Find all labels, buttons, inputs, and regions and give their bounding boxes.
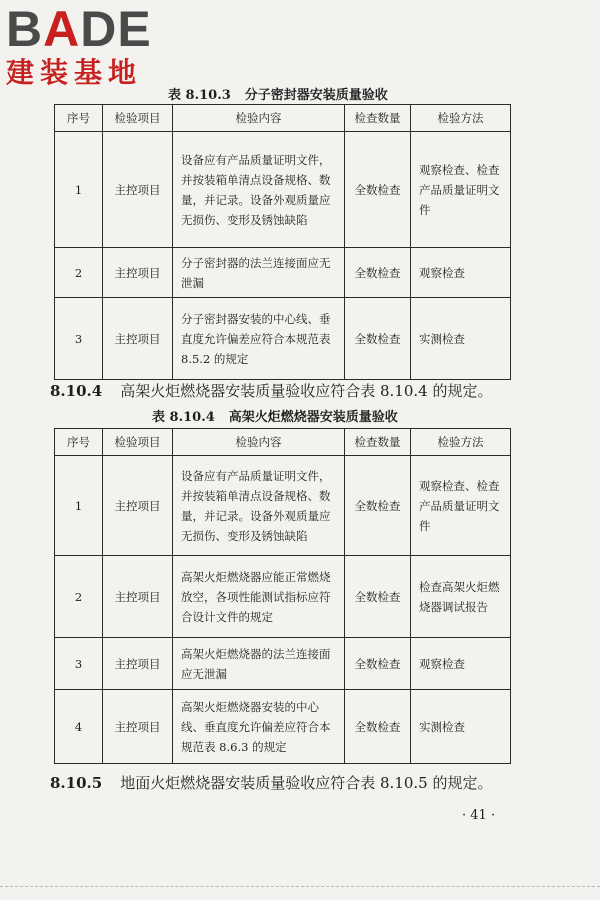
table1: [54, 104, 511, 380]
cell-item: 主控项目: [103, 298, 173, 380]
cell-item: 主控项目: [103, 248, 173, 298]
cell-quantity: 全数检查: [345, 690, 411, 764]
cell-index: 3: [55, 298, 103, 380]
cell-quantity: 全数检查: [345, 132, 411, 248]
logo-subtitle: 建装基地: [6, 56, 143, 89]
table1-header-row: [55, 105, 511, 132]
page-bottom-edge: [0, 886, 600, 887]
clause-8-10-5: 8.10.5 地面火炬燃烧器安装质量验收应符合表 8.10.5 的规定。: [50, 774, 493, 792]
cell-content: 高架火炬燃烧器安装的中心线、垂直度允许偏差应符合本规范表 8.6.3 的规定: [173, 690, 345, 764]
cell-method: 观察检查: [411, 248, 511, 298]
cell-item: 主控项目: [103, 638, 173, 690]
cell-item: 主控项目: [103, 690, 173, 764]
col-header: 序号: [55, 105, 103, 132]
cell-quantity: 全数检查: [345, 556, 411, 638]
cell-item: 主控项目: [103, 556, 173, 638]
cell-content: 设备应有产品质量证明文件，并按装箱单清点设备规格、数量，并记录。设备外观质量应无损伤、变形及锈蚀缺陷: [173, 456, 345, 556]
cell-item: 主控项目: [103, 456, 173, 556]
cell-quantity: 全数检查: [345, 248, 411, 298]
cell-method: 观察检查: [411, 638, 511, 690]
col-header: 检验项目: [103, 105, 173, 132]
cell-quantity: 全数检查: [345, 456, 411, 556]
col-header: 检验方法: [411, 429, 511, 456]
page-number: · 41 ·: [462, 808, 496, 823]
table-row: [55, 690, 511, 764]
cell-item: 主控项目: [103, 132, 173, 248]
table-row: [55, 298, 511, 380]
table-row: [55, 132, 511, 248]
cell-content: 分子密封器安装的中心线、垂直度允许偏差应符合本规范表 8.5.2 的规定: [173, 298, 345, 380]
clause-8-10-4: 8.10.4 高架火炬燃烧器安装质量验收应符合表 8.10.4 的规定。: [50, 382, 493, 400]
cell-index: 4: [55, 690, 103, 764]
cell-method: 实测检查: [411, 690, 511, 764]
cell-method: 观察检查、检查产品质量证明文件: [411, 132, 511, 248]
table1-caption: 表 8.10.3 分子密封器安装质量验收: [168, 88, 388, 103]
cell-content: 分子密封器的法兰连接面应无泄漏: [173, 248, 345, 298]
table-row: [55, 248, 511, 298]
col-header: 检验内容: [173, 105, 345, 132]
cell-index: 3: [55, 638, 103, 690]
col-header: 检验内容: [173, 429, 345, 456]
cell-index: 2: [55, 248, 103, 298]
cell-quantity: 全数检查: [345, 298, 411, 380]
col-header: 检验方法: [411, 105, 511, 132]
bade-logo: [6, 1, 186, 90]
cell-content: 高架火炬燃烧器应能正常燃烧放空，各项性能测试指标应符合设计文件的规定: [173, 556, 345, 638]
table2-caption: 表 8.10.4 高架火炬燃烧器安装质量验收: [152, 410, 398, 425]
table2-header-row: [55, 429, 511, 456]
col-header: 检查数量: [345, 429, 411, 456]
col-header: 检查数量: [345, 105, 411, 132]
cell-method: 实测检查: [411, 298, 511, 380]
cell-content: 高架火炬燃烧器的法兰连接面应无泄漏: [173, 638, 345, 690]
cell-index: 2: [55, 556, 103, 638]
table-row: [55, 556, 511, 638]
table-row: [55, 456, 511, 556]
logo-wordmark: BADE: [6, 1, 152, 57]
col-header: 序号: [55, 429, 103, 456]
table-row: [55, 638, 511, 690]
cell-index: 1: [55, 456, 103, 556]
cell-content: 设备应有产品质量证明文件，并按装箱单清点设备规格、数量，并记录。设备外观质量应无损伤、变形及锈蚀缺陷: [173, 132, 345, 248]
cell-method: 观察检查、检查产品质量证明文件: [411, 456, 511, 556]
cell-method: 检查高架火炬燃烧器调试报告: [411, 556, 511, 638]
cell-index: 1: [55, 132, 103, 248]
col-header: 检验项目: [103, 429, 173, 456]
cell-quantity: 全数检查: [345, 638, 411, 690]
table2: [54, 428, 511, 764]
